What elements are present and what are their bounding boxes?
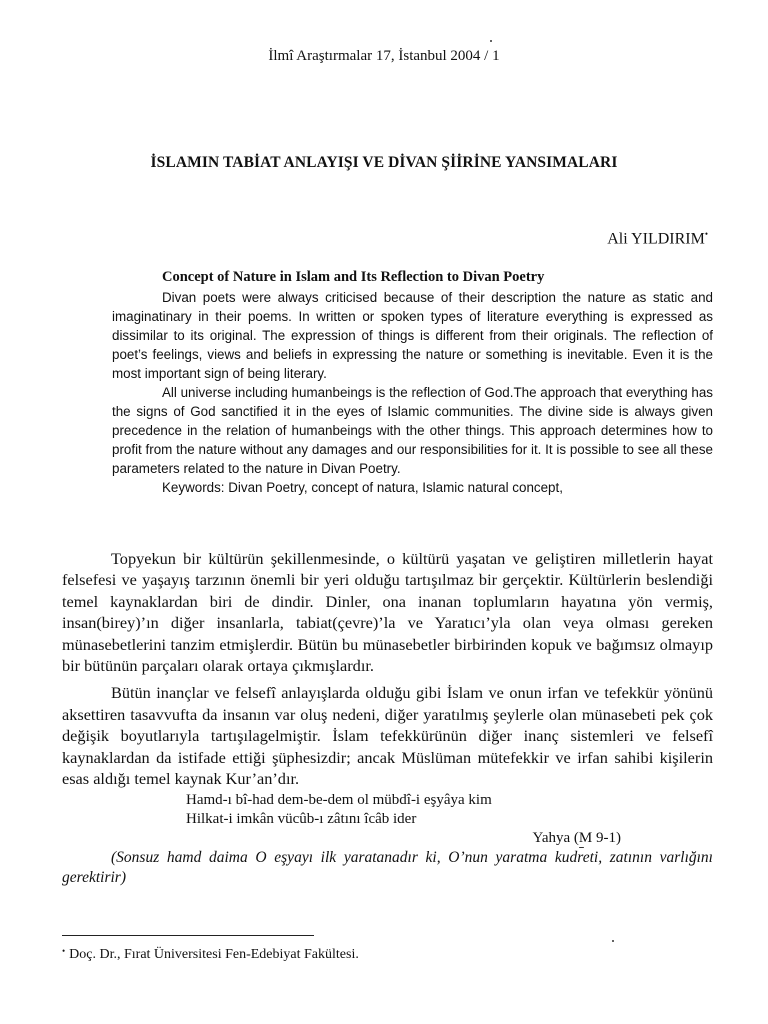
footnote-mark: • [62, 946, 66, 956]
verse-line: Hamd-ı bî-had dem-be-dem ol mübdî-i eşyâya kim [186, 792, 492, 809]
scan-speck [490, 40, 492, 42]
verse-source: Yahya (M 9-1) [532, 830, 621, 847]
body-paragraph: Bütün inançlar ve felsefî anlayışlarda olduğu gibi İslam ve onun irfan ve tefekkür yönünü aksettiren tasavvufta da insanın var oluş nedeni, diğer yaratılmış şeylerle olan münasebeti pek çok değişik boyutlarıyla tartışılagelmiştir. İslam tefekkürünün diğer inanç sistemleri ve felsefî kaynaklardan da istifade ettiği şüphesizdir; ancak Müslüman mütefekkir ve irfan sahibi kişilerin esas aldığı temel kaynak Kur’an’dır. [62, 683, 713, 789]
article-body [62, 548, 713, 894]
footnote-text: Doç. Dr., Fırat Üniversitesi Fen-Edebiyat Fakültesi. [69, 947, 359, 962]
author-footnote-mark: • [704, 229, 708, 239]
abstract-paragraph: All universe including humanbeings is the reflection of God.The approach that everything has the signs of God sanctified it in the eyes of Islamic communities. The divine side is always given precedence in the relation of humanbeings with the other things. This approach determines how to profit from the nature without any damages and our responsibilities for it. It is possible to see all these parameters related to the nature in Divan Poetry. [112, 385, 713, 476]
article-title: İSLAMIN TABİAT ANLAYIŞI VE DİVAN ŞİİRİNE YANSIMALARI [150, 154, 618, 171]
abstract-keywords: Keywords: Divan Poetry, concept of natura, Islamic natural concept, [162, 480, 563, 495]
body-paragraph: Topyekun bir kültürün şekillenmesinde, o kültürü yaşatan ve geliştiren milletlerin hayat felsefesi ve yaşayış tarzının önemli bir yeri olduğu tartışılmaz bir gerçektir. Kültürlerin beslendiği temel kaynaklardan biri de dindir. Dinler, ona inanan toplumların hayatına yön vermiş, insan(birey)’ın diğer insanlarla, tabiat(çevre)’la ve Yaratıcı’yla olan veya olması gereken münasebetlerini tanzim etmişlerdir. Bütün bu münasebetler birbirinden kopuk ve bağımsız olmayıp bir bütünün parçaları olarak ortaya çıkmışlardır. [62, 549, 713, 676]
abstract-paragraph: Divan poets were always criticised because of their description the nature as static and imaginatinary in their poems. In written or spoken types of literature everything is expressed as dissimilar to its original. The expression of things is different from their originals. The reflection of poet’s feelings, views and beliefs in expressing the nature or something is inevitable. Even it is the most important sign of being literary. [112, 290, 713, 381]
journal-header: İlmî Araştırmalar 17, İstanbul 2004 / 1 [268, 48, 500, 64]
author-line [607, 229, 708, 248]
abstract-title: Concept of Nature in Islam and Its Reflection to Divan Poetry [162, 269, 545, 285]
english-abstract [112, 268, 713, 497]
scan-speck [612, 940, 614, 942]
verse-couplet [186, 791, 713, 829]
verse-line: Hilkat-i imkân vücûb-ı zâtını îcâb ider [186, 811, 417, 828]
scan-speck [579, 847, 584, 848]
footnote-divider [62, 935, 314, 936]
author-name: Ali YILDIRIM [607, 230, 705, 248]
verse-translation: (Sonsuz hamd daima O eşyayı ilk yaratanadır ki, O’nun yaratma kudreti, zatının varlığını gerektirir) [62, 849, 713, 887]
footnote [62, 946, 359, 963]
